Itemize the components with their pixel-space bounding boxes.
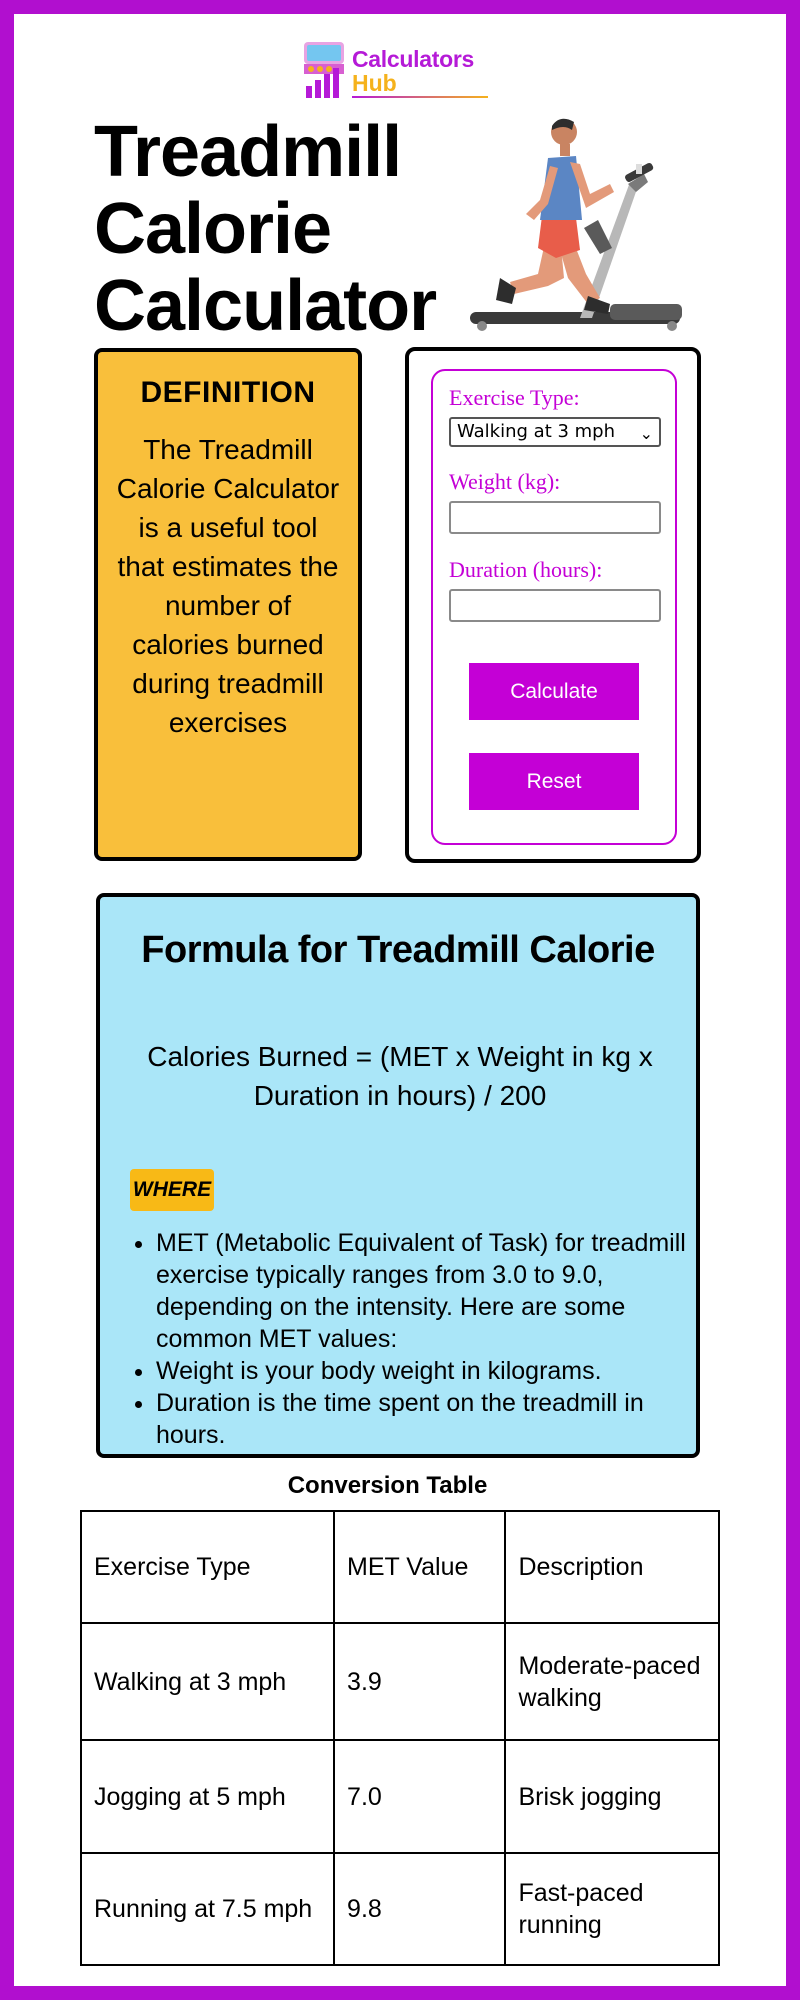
duration-label: Duration (hours): [449,557,603,582]
brand-name-line1: Calculators [352,46,474,72]
list-item: • MET (Metabolic Equivalent of Task) for treadmill exercise typically ranges from 3.0 to 9.0, depending on the intensity. Here are some common MET values: [156,1227,686,1355]
list-item: • Duration is the time spent on the treadmill in hours. [156,1387,686,1451]
table-header-cell: Exercise Type [81,1511,334,1623]
treadmill-runner-illustration [460,108,690,340]
brand-name-line2: Hub [352,70,397,96]
exercise-type-label: Exercise Type: [449,385,580,410]
title-line-1: Treadmill [94,112,402,192]
table-cell: Walking at 3 mph [81,1623,334,1740]
table-header-cell: Description [505,1511,719,1623]
definition-heading: DEFINITION [140,376,316,409]
formula-card [96,893,700,1458]
table-row [81,1623,719,1740]
table-cell: 7.0 [334,1740,505,1853]
table-row [81,1853,719,1965]
list-item: • Weight is your body weight in kilograms. [156,1355,686,1387]
definition-card [94,348,362,861]
table-cell: 9.8 [334,1853,505,1965]
table-cell: Fast-paced running [505,1853,719,1965]
table-cell: Running at 7.5 mph [81,1853,334,1965]
formula-equation: Calories Burned = (MET x Weight in kg x Duration in hours) / 200 [147,1041,653,1111]
table-header-cell: MET Value [334,1511,505,1623]
table-cell: 3.9 [334,1623,505,1740]
exercise-type-selected-value: Walking at 3 mph [457,421,616,442]
where-badge: WHERE [130,1169,214,1211]
calculator-bars-icon [302,40,348,100]
calculator-panel [405,347,701,863]
table-cell: Moderate-paced walking [505,1623,719,1740]
table-header-row [81,1511,719,1623]
table-row [81,1740,719,1853]
table-cell: Brisk jogging [505,1740,719,1853]
conversion-table [80,1510,720,1966]
page-title [94,112,437,346]
duration-input[interactable] [449,589,661,622]
weight-input[interactable] [449,501,661,534]
chevron-down-icon: ⌄ [639,424,653,443]
table-cell: Jogging at 5 mph [81,1740,334,1853]
title-line-2: Calorie [94,189,332,269]
title-line-3: Calculator [94,266,437,346]
conversion-table-title: Conversion Table [287,1472,488,1499]
calculate-button[interactable]: Calculate [469,663,639,720]
reset-button[interactable]: Reset [469,753,639,810]
weight-label: Weight (kg): [449,469,561,494]
calculator-form [431,369,677,845]
exercise-type-select[interactable] [449,417,661,447]
brand-logo[interactable] [302,38,492,102]
brand-underline [352,96,488,98]
definition-text: The Treadmill Calorie Calculator is a useful tool that estimates the number of calories burned during treadmill exercises [116,434,340,738]
formula-title: Formula for Treadmill Calorie [141,929,655,971]
formula-variable-list [156,1227,686,1451]
